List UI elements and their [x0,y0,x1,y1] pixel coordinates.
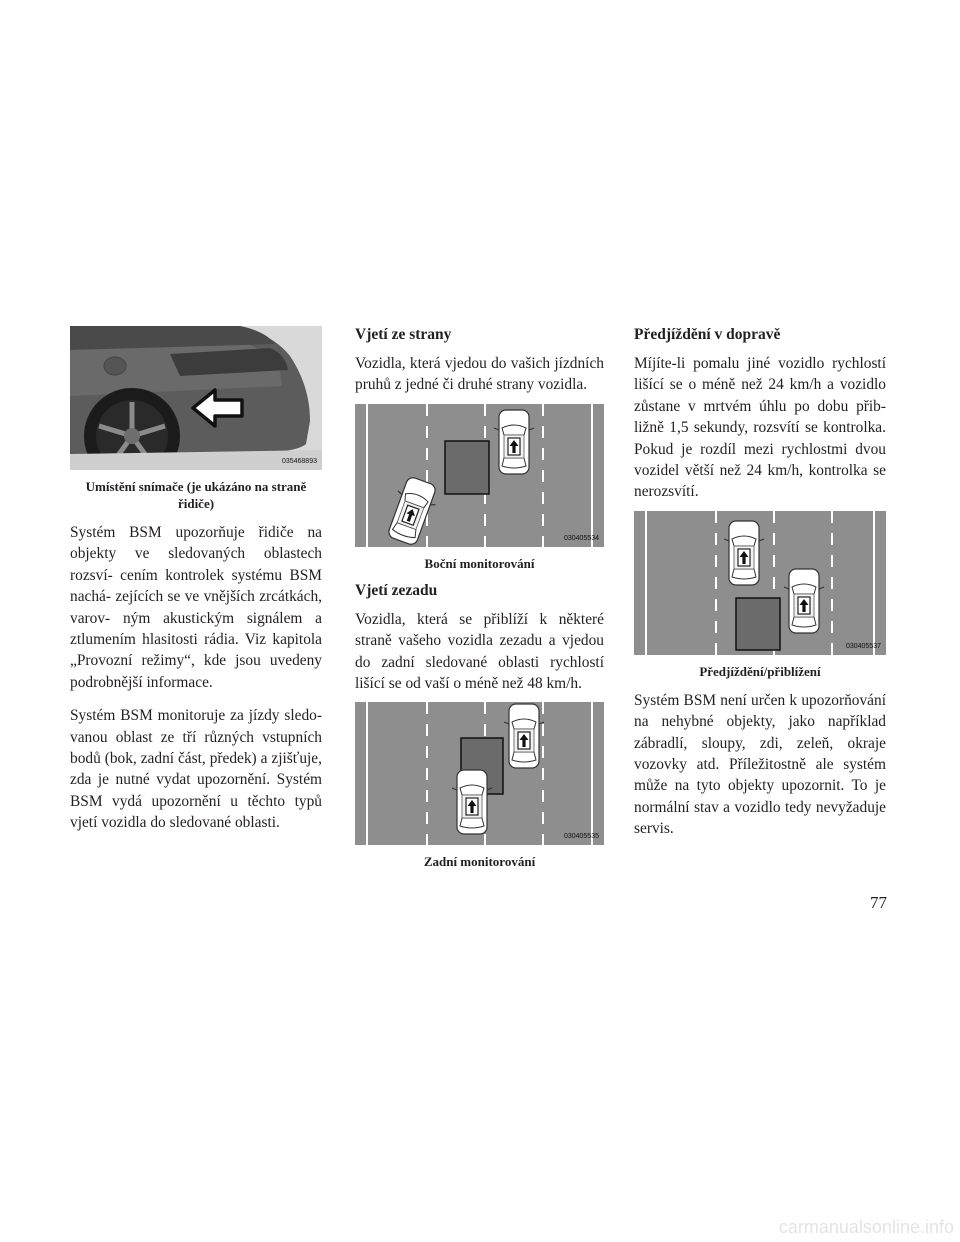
paragraph: Míjíte-li pomalu jiné vozidlo rychlostí lišící se o méně než 24 km/h a vozidlo zůstane v mrtvém úhlu po dobu přib- ližně 1,5 sekundy, rozsvítí se kontrolka. Pokud je rozdíl mezi rychlostmi dvou vozidel větší než 24 km/h, kontrolka se nerozsvítí. [634,355,886,501]
figure-caption: Boční monitorování [424,555,535,571]
paragraph: Systém BSM není určen k upozorňování na nehybné objekty, jako například zábradlí, sloupy, zdi, zeleň, okraje vozovky atd. Příležitostně ale systém může na tyto objekty upozornit. To je normální stav a vozidlo tedy nevyžaduje servis. [634,691,886,838]
figure-code: 035468893 [281,458,317,465]
side-monitoring-diagram [355,404,604,547]
paragraph: Systém BSM upozorňuje řidiče na objekty ve sledovaných oblastech rozsví- cením kontrolek systému BSM nachá- zejících se ve vnějších zrcátkách, varov- ným akustickým signálem a ztlumením hlasitosti rádia. Viz kapitola „Provozní režimy“, kde jsou uvedeny podrobnější informace. [70,524,322,691]
passing-diagram [634,511,886,655]
column-1 [70,326,322,846]
watermark: carmanualsonline.info [778,1217,954,1237]
figure-caption: Umístění snímače (je ukázáno na straně řidiče) [85,479,307,511]
car-rear-photo [70,326,322,470]
figure-caption: Zadní monitorování [423,854,536,870]
section-heading: Vjetí ze strany [355,326,452,343]
rear-monitoring-figure [355,702,604,845]
figure-code: 030405534 [563,534,599,542]
column-2 [355,326,604,880]
page-number: 77 [870,893,887,912]
rear-monitoring-diagram [355,702,604,845]
sensor-location-figure [70,326,322,470]
side-monitoring-figure [355,404,604,547]
section-heading: Předjíždění v dopravě [634,326,781,343]
figure-code: 030405537 [845,642,881,650]
paragraph: Vozidla, která se přiblíží k některé straně vašeho vozidla zezadu a vjedou do zadní sledované oblasti rychlostí lišící se od vaší o méně než 48 km/h. [355,610,604,693]
passing-figure [634,511,886,655]
section-heading: Vjetí zezadu [355,581,438,599]
column-3 [634,326,886,852]
paragraph: Vozidla, která vjedou do vašich jízdních pruhů z jedné či druhé strany vozidla. [355,355,604,394]
figure-caption: Předjíždění/přiblížení [699,663,821,679]
paragraph: Systém BSM monitoruje za jízdy sledo- vanou oblast ze tří různých vstupních bodů (bok, zadní část, předek) a zjišťuje, zda je nutné vydat upozornění. Systém BSM vydá upozornění u těchto typů vjetí vozidla do sledované oblasti. [70,707,322,832]
figure-code: 030405535 [563,833,599,841]
